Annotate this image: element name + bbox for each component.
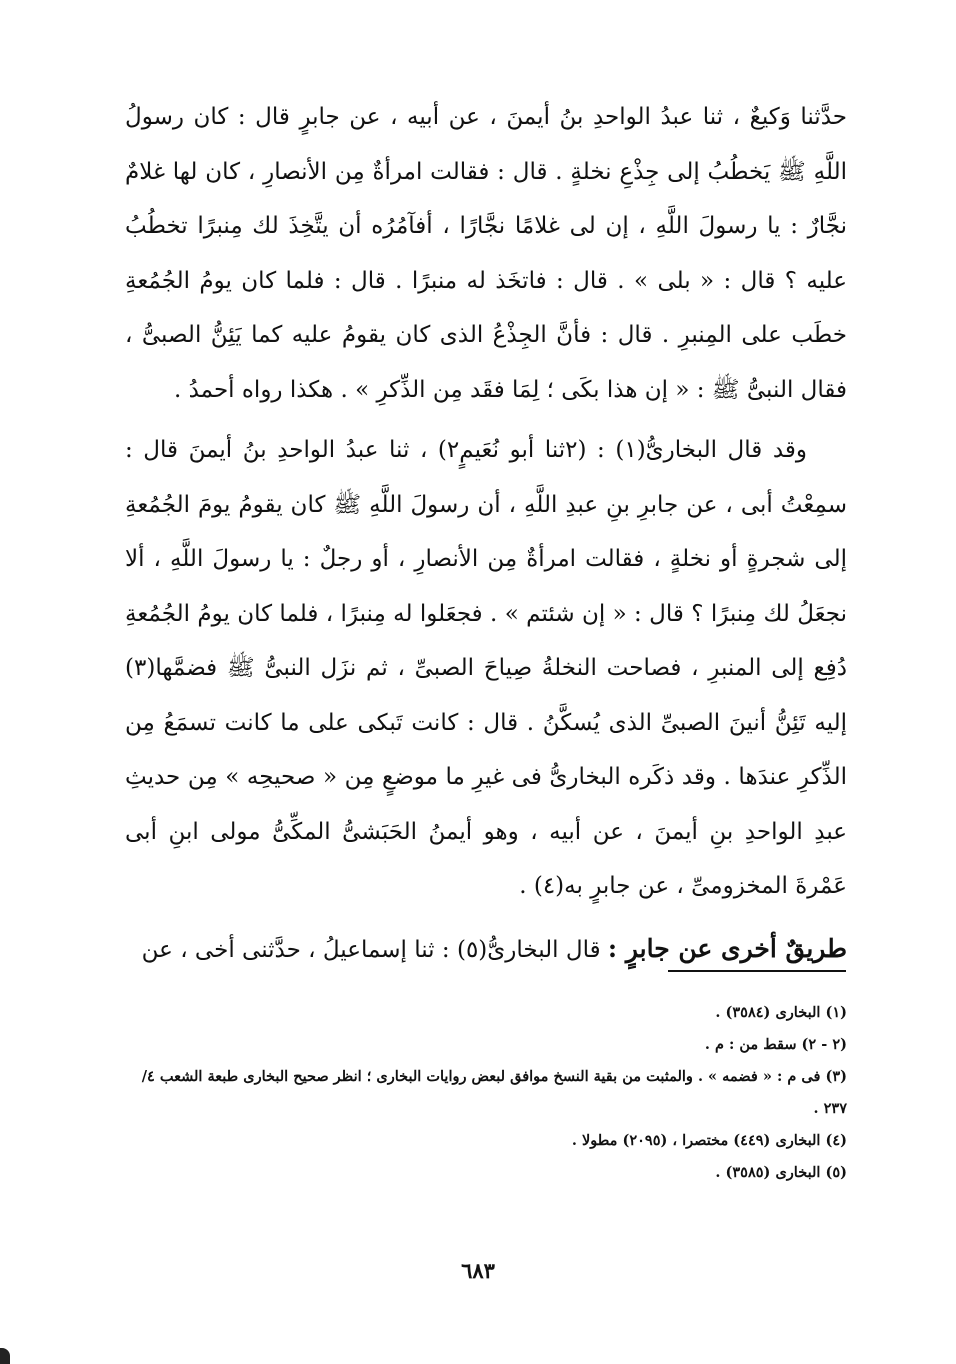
scan-corner-mark (0, 1348, 10, 1364)
footnote-2: (٢ - ٢) سقط من : م . (704, 1036, 847, 1053)
footnote-1: (١) البخارى (٣٥٨٤) . (715, 1004, 847, 1021)
page-number: ٦٨٣ (461, 1258, 495, 1283)
footnote-3: (٣) فى م : « فضمه » . والمثبت من بقية النسخ موافق لبعض روايات البخارى ؛ انظر صحيح البخارى طبعة الشعب ٤/ ٢٣٧ . (141, 1068, 847, 1117)
footnote-4: (٤) البخارى (٤٤٩) مختصرا ، (٢٠٩٥) مطولا . (571, 1132, 847, 1149)
paragraph-2: وقد قال البخارىُّ(١) : (٢ثنا أبو نُعَيمٍ٢) ، ثنا عبدُ الواحدِ بنُ أيمنَ قال : سمِعْتُ أبى ، عن جابرِ بنِ عبدِ اللَّهِ ، أن رسولَ اللَّهِ ﷺ كان يقومُ يومَ الجُمُعةِ إلى شجرةٍ أو نخلةٍ ، فقالت امرأةٌ مِن الأنصارِ ، أو رجلٌ : يا رسولَ اللَّهِ ، ألا نجعَلُ لك مِنبرًا ؟ قال : « إن شئتم » . فجعَلوا له مِنبرًا ، فلما كان يومُ الجُمُعةِ دُفِع إلى المنبرِ ، فصاحت النخلةُ صِياحَ الصبىِّ ، ثم نزَل النبىُّ ﷺ فضمَّها(٣) إليه تَئِنُّ أنينَ الصبىِّ الذى يُسكَّنُ . قال : كانت تَبكى على ما كانت تسمَعُ مِن الذِّكرِ عندَها . وقد ذكَره البخارىُّ فى غيرِ ما موضعٍ مِن « صحيحِه » مِن حديثِ عبدِ الواحدِ بنِ أيمنَ ، عن أبيه ، وهو أيمنُ الحَبَشىُّ المكِّىُّ مولى ابنِ أبى عَمْرةَ المخزومىِّ ، عن جابرٍ به(٤) . (125, 437, 847, 899)
section-text: قال البخارىُّ(٥) : ثنا إسماعيلُ ، حدَّثنى أخى ، عن (141, 936, 608, 963)
footnote-divider (668, 970, 846, 972)
paragraph-3 (125, 922, 847, 978)
footnotes (125, 997, 847, 1189)
section-heading: طريقٌ أخرى عن جابرٍ : (607, 933, 847, 963)
footnote-5: (٥) البخارى (٣٥٨٥) . (715, 1164, 847, 1181)
paragraph-1: حدَّثنا وَكيعٌ ، ثنا عبدُ الواحدِ بنُ أيمنَ ، عن أبيه ، عن جابرٍ قال : كان رسولُ اللَّهِ ﷺ يَخطُبُ إلى جِذْعِ نخلةٍ . قال : فقالت امرأةٌ مِن الأنصارِ ، كان لها غلامٌ نجَّارٌ : يا رسولَ اللَّهِ ، إن لى غلامًا نجَّارًا ، أفآمُرُه أن يتَّخِذَ لك مِنبرًا تخطُبُ عليه ؟ قال : « بلى » . قال : فاتخَذ له منبرًا . قال : فلما كان يومُ الجُمُعةِ خطَب على المِنبرِ . قال : فأنَّ الجِذْعُ الذى كان يقومُ عليه كما يَئِنُّ الصبىُّ ، فقال النبىُّ ﷺ : « إن هذا بكَى ؛ لِمَا فقَد مِن الذِّكرِ » . هكذا رواه أحمدُ . (125, 104, 847, 403)
main-text (125, 90, 847, 977)
